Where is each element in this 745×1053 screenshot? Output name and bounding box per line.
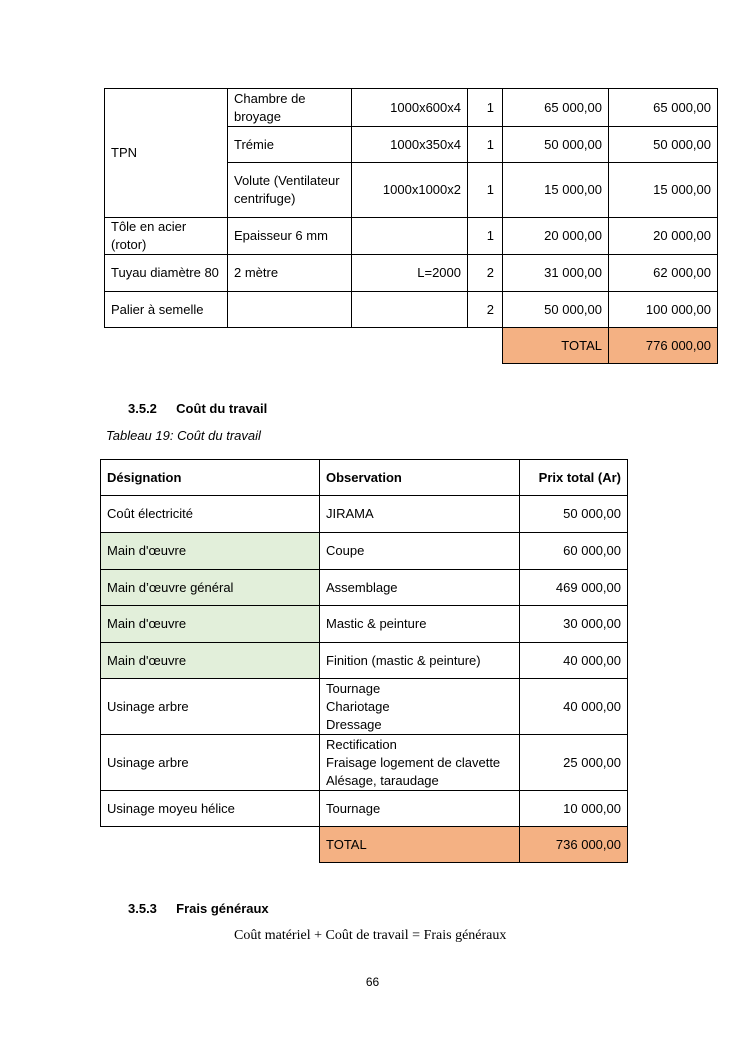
designation-cell: Volute (Ventilateur centrifuge): [228, 163, 352, 218]
designation-cell: Main d’œuvre général: [101, 570, 320, 606]
observation-line: Tournage: [326, 680, 381, 696]
labor-cost-table: [100, 459, 628, 863]
total-price-cell: 65 000,00: [609, 89, 718, 127]
column-header: Prix total (Ar): [520, 460, 628, 496]
group-cell: Palier à semelle: [105, 292, 228, 328]
table-row: [101, 496, 628, 533]
group-cell: Tôle en acier (rotor): [105, 218, 228, 255]
designation-cell: [228, 292, 352, 328]
designation-cell: 2 mètre: [228, 255, 352, 292]
observation-cell: Finition (mastic & peinture): [320, 643, 520, 679]
column-header: Observation: [320, 460, 520, 496]
page-number: 66: [365, 975, 380, 989]
table-row: [105, 255, 718, 292]
observation-cell: [320, 679, 520, 735]
unit-price-cell: 65 000,00: [503, 89, 609, 127]
observation-line: Chariotage: [326, 698, 390, 714]
total-row: [105, 328, 718, 364]
designation-cell: Epaisseur 6 mm: [228, 218, 352, 255]
total-label: TOTAL: [320, 827, 520, 863]
group-cell: TPN: [105, 89, 228, 218]
designation-cell: Main d'œuvre: [101, 606, 320, 643]
designation-cell: Coût électricité: [101, 496, 320, 533]
materials-table: [104, 88, 718, 364]
designation-cell: Usinage arbre: [101, 679, 320, 735]
quantity-cell: 2: [468, 292, 503, 328]
table-row: [101, 570, 628, 606]
unit-price-cell: 50 000,00: [503, 292, 609, 328]
price-cell: 469 000,00: [520, 570, 628, 606]
table-header-row: [101, 460, 628, 496]
designation-cell: Chambre de broyage: [228, 89, 352, 127]
designation-cell: Usinage moyeu hélice: [101, 791, 320, 827]
formula-text: Coût matériel + Coût de travail = Frais généraux: [234, 928, 507, 943]
price-cell: 10 000,00: [520, 791, 628, 827]
total-value: 736 000,00: [520, 827, 628, 863]
total-price-cell: 50 000,00: [609, 127, 718, 163]
dimension-cell: L=2000: [352, 255, 468, 292]
table-row: [101, 643, 628, 679]
total-price-cell: 20 000,00: [609, 218, 718, 255]
total-row: [101, 827, 628, 863]
total-label: TOTAL: [503, 328, 609, 364]
unit-price-cell: 20 000,00: [503, 218, 609, 255]
table-row: [101, 606, 628, 643]
table-row: [101, 679, 628, 735]
price-cell: 30 000,00: [520, 606, 628, 643]
total-price-cell: 15 000,00: [609, 163, 718, 218]
price-cell: 50 000,00: [520, 496, 628, 533]
designation-cell: Main d'œuvre: [101, 643, 320, 679]
unit-price-cell: 15 000,00: [503, 163, 609, 218]
observation-line: Dressage: [326, 716, 382, 732]
designation-cell: Usinage arbre: [101, 735, 320, 791]
dimension-cell: [352, 218, 468, 255]
section-heading-3-5-2: [128, 401, 267, 416]
price-cell: 40 000,00: [520, 679, 628, 735]
unit-price-cell: 50 000,00: [503, 127, 609, 163]
unit-price-cell: 31 000,00: [503, 255, 609, 292]
observation-line: Rectification: [326, 736, 397, 752]
observation-line: Alésage, taraudage: [326, 772, 439, 788]
quantity-cell: 2: [468, 255, 503, 292]
table-row: [101, 735, 628, 791]
table-caption: Tableau 19: Coût du travail: [106, 428, 261, 443]
dimension-cell: 1000x350x4: [352, 127, 468, 163]
total-price-cell: 100 000,00: [609, 292, 718, 328]
dimension-cell: 1000x1000x2: [352, 163, 468, 218]
section-number: 3.5.2: [128, 401, 157, 416]
observation-line: Fraisage logement de clavette: [326, 754, 501, 770]
quantity-cell: 1: [468, 218, 503, 255]
table-row: [101, 533, 628, 570]
observation-cell: JIRAMA: [320, 496, 520, 533]
price-cell: 40 000,00: [520, 643, 628, 679]
observation-cell: Assemblage: [320, 570, 520, 606]
price-cell: 25 000,00: [520, 735, 628, 791]
quantity-cell: 1: [468, 163, 503, 218]
column-header: Désignation: [101, 460, 320, 496]
observation-cell: [320, 735, 520, 791]
dimension-cell: 1000x600x4: [352, 89, 468, 127]
designation-cell: Main d'œuvre: [101, 533, 320, 570]
dimension-cell: [352, 292, 468, 328]
observation-cell: Mastic & peinture: [320, 606, 520, 643]
observation-cell: Tournage: [320, 791, 520, 827]
section-title: Frais généraux: [176, 901, 269, 916]
quantity-cell: 1: [468, 89, 503, 127]
group-cell: Tuyau diamètre 80: [105, 255, 228, 292]
total-price-cell: 62 000,00: [609, 255, 718, 292]
designation-cell: Trémie: [228, 127, 352, 163]
table-row: [105, 218, 718, 255]
table-row: [105, 292, 718, 328]
table-row: [101, 791, 628, 827]
observation-cell: Coupe: [320, 533, 520, 570]
total-value: 776 000,00: [609, 328, 718, 364]
section-number: 3.5.3: [128, 901, 157, 916]
price-cell: 60 000,00: [520, 533, 628, 570]
quantity-cell: 1: [468, 127, 503, 163]
section-title: Coût du travail: [176, 401, 268, 416]
section-heading-3-5-3: [128, 901, 269, 916]
table-row: [105, 89, 718, 127]
